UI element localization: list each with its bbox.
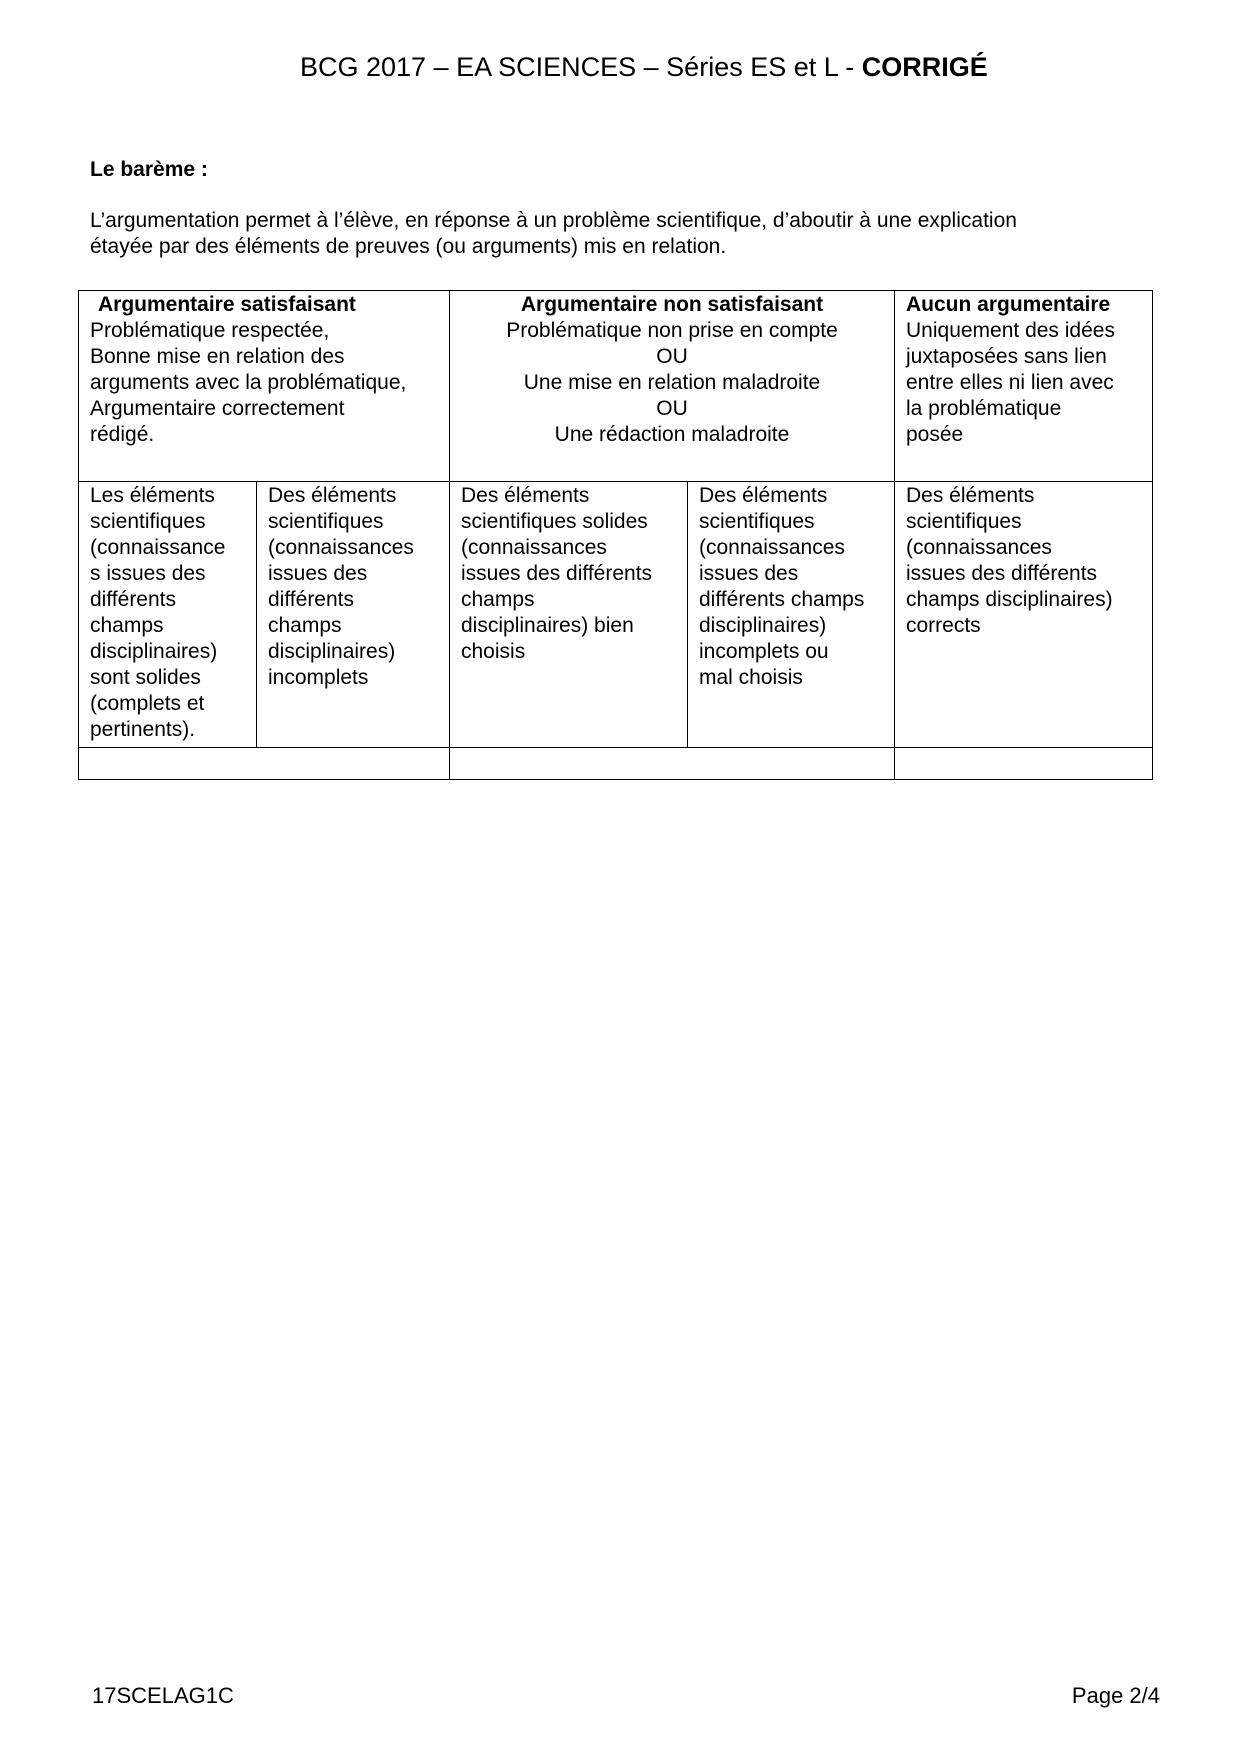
cell-line: (connaissances: [461, 536, 607, 559]
intro-line: étayée par des éléments de preuves (ou arguments) mis en relation.: [90, 235, 727, 258]
cell-line: Des éléments: [461, 484, 590, 507]
cell-line: scientifiques: [90, 510, 206, 533]
cell-line: différents champs: [699, 588, 865, 611]
cell-line: corrects: [906, 614, 981, 637]
cell-line: sont solides: [90, 666, 201, 689]
header-title-strong: CORRIGÉ: [861, 52, 988, 82]
cell-line: (connaissances: [268, 536, 414, 559]
sub-cell: [688, 482, 895, 748]
cell-line: OU: [656, 397, 688, 420]
empty-cell: [895, 748, 1153, 780]
cell-line: champs: [268, 614, 342, 637]
section-title: Le barème :: [90, 158, 208, 181]
cell-line: disciplinaires) bien: [461, 614, 634, 637]
cell-line: Uniquement des idées: [906, 319, 1115, 342]
cell-line: issues des: [699, 562, 799, 585]
footer-page-number: Page 2/4: [1071, 1683, 1160, 1708]
cell-line: mal choisis: [699, 666, 803, 689]
cell-line: (complets et: [90, 692, 205, 715]
cell-line: choisis: [461, 640, 526, 663]
cell-line: arguments avec la problématique,: [90, 371, 407, 394]
table-row-empty: [79, 748, 1153, 780]
cell-line: disciplinaires): [699, 614, 827, 637]
bareme-table: [78, 290, 1153, 780]
cell-line: Des éléments: [699, 484, 828, 507]
table-row: [79, 291, 1153, 482]
cell-line: posée: [906, 423, 964, 446]
cell-line: différents: [268, 588, 354, 611]
cell-line: scientifiques: [906, 510, 1022, 533]
cell-line: disciplinaires): [90, 640, 218, 663]
empty-cell: [450, 748, 895, 780]
cell-line: scientifiques: [699, 510, 815, 533]
cell-line: différents: [90, 588, 176, 611]
cell-line: Problématique respectée,: [90, 319, 330, 342]
cell-line: disciplinaires): [268, 640, 396, 663]
cell-non-satisfaisant: [450, 291, 895, 482]
table-row: [79, 482, 1153, 748]
cell-line: issues des différents: [461, 562, 653, 585]
sub-cell: [895, 482, 1153, 748]
cell-satisfaisant: [79, 291, 450, 482]
cell-line: OU: [656, 345, 688, 368]
footer-code: 17SCELAG1C: [92, 1683, 234, 1708]
cell-line: Des éléments: [906, 484, 1035, 507]
sub-cell: [450, 482, 688, 748]
cell-line: incomplets: [268, 666, 369, 689]
cell-line: pertinents).: [90, 718, 196, 741]
cell-line: Une rédaction maladroite: [554, 423, 790, 446]
page-header: [300, 52, 1100, 83]
column-title: Argumentaire non satisfaisant: [520, 293, 824, 316]
sub-cell: [79, 482, 257, 748]
cell-line: champs: [90, 614, 164, 637]
cell-line: Bonne mise en relation des: [90, 345, 345, 368]
cell-line: la problématique: [906, 397, 1062, 420]
intro-paragraph: [90, 208, 1160, 260]
cell-line: juxtaposées sans lien: [906, 345, 1107, 368]
cell-line: incomplets ou: [699, 640, 829, 663]
cell-aucun: [895, 291, 1153, 482]
cell-line: scientifiques solides: [461, 510, 648, 533]
cell-line: s issues des: [90, 562, 206, 585]
cell-line: Argumentaire correctement: [90, 397, 345, 420]
sub-cell: [257, 482, 450, 748]
column-title: Argumentaire satisfaisant: [98, 293, 356, 316]
cell-line: issues des: [268, 562, 368, 585]
cell-line: issues des différents: [906, 562, 1098, 585]
header-title: BCG 2017 – EA SCIENCES – Séries ES et L -: [300, 52, 862, 82]
cell-line: (connaissance: [90, 536, 226, 559]
cell-line: Des éléments: [268, 484, 397, 507]
cell-line: champs: [461, 588, 535, 611]
cell-line: entre elles ni lien avec: [906, 371, 1114, 394]
intro-line: L’argumentation permet à l’élève, en réponse à un problème scientifique, d’aboutir à une explication: [90, 209, 1017, 232]
cell-line: (connaissances: [906, 536, 1052, 559]
cell-line: scientifiques: [268, 510, 384, 533]
cell-line: Les éléments: [90, 484, 215, 507]
cell-line: Problématique non prise en compte: [506, 319, 838, 342]
column-title: Aucun argumentaire: [906, 293, 1111, 316]
cell-line: Une mise en relation maladroite: [523, 371, 821, 394]
cell-line: champs disciplinaires): [906, 588, 1113, 611]
cell-line: (connaissances: [699, 536, 845, 559]
cell-line: rédigé.: [90, 423, 155, 446]
empty-cell: [79, 748, 450, 780]
